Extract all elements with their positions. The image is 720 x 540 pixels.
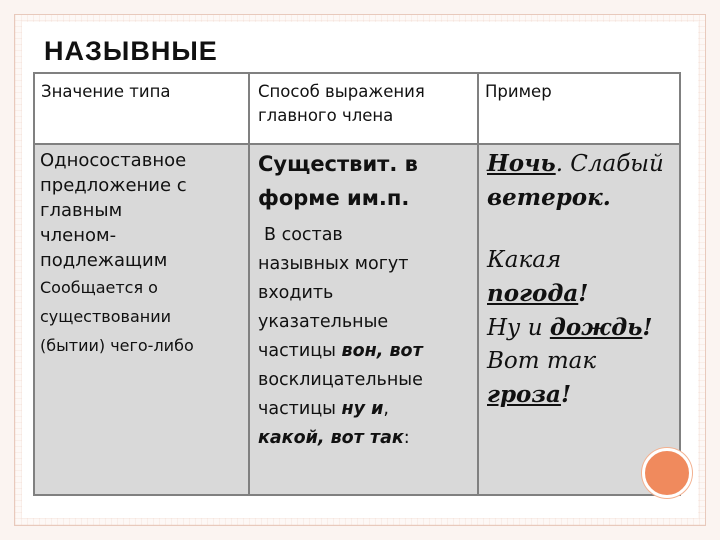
expression-line: восклицательные xyxy=(258,370,423,390)
example-punct: ! xyxy=(560,381,572,408)
example-text: Ну и xyxy=(487,315,550,341)
expression-line xyxy=(258,424,477,453)
meaning-cell xyxy=(34,144,249,495)
expression-line: указательные xyxy=(258,312,389,332)
example-spacer xyxy=(487,214,679,244)
header-cell-expression xyxy=(249,73,478,144)
expression-line: В состав xyxy=(264,225,343,245)
header-cell-meaning xyxy=(34,73,249,144)
decorative-circle xyxy=(642,448,692,498)
expression-punct: : xyxy=(403,428,410,448)
example-line: ветерок. xyxy=(487,184,611,211)
example-line xyxy=(487,277,679,311)
meaning-line: Сообщается о xyxy=(40,278,158,297)
meaning-line: подлежащим xyxy=(40,250,168,271)
expression-cell xyxy=(249,144,478,495)
particles-von-vot: вон, вот xyxy=(341,341,423,361)
example-cell xyxy=(478,144,680,495)
example-punct: ! xyxy=(642,314,653,341)
expression-line xyxy=(258,337,477,366)
meaning-line: предложение с xyxy=(40,175,187,196)
example-line xyxy=(487,378,679,412)
example-subject: дождь xyxy=(549,314,643,341)
expression-text: частицы xyxy=(258,341,342,361)
header-meaning: Значение типа xyxy=(41,82,171,101)
header-expression-line1: Способ выражения xyxy=(258,82,425,101)
example-line xyxy=(487,147,679,181)
meaning-line: членом- xyxy=(40,225,117,246)
header-example: Пример xyxy=(485,82,552,101)
example-line xyxy=(487,311,679,345)
example-subject: гроза xyxy=(487,381,561,408)
meaning-line: Односоставное xyxy=(40,150,187,171)
particles-kakoy-vot-tak: какой, вот так xyxy=(258,428,404,448)
expression-line: назывных могут xyxy=(258,254,409,274)
expression-line xyxy=(258,395,477,424)
example-text: . Слабый xyxy=(555,151,664,177)
example-subject: Ночь xyxy=(487,150,556,177)
expression-bold-line: форме им.п. xyxy=(258,186,410,210)
example-punct: ! xyxy=(578,280,589,307)
expression-bold-line: Существит. в xyxy=(258,152,418,176)
particles-nu-i: ну и xyxy=(341,399,384,419)
header-expression-line2: главного члена xyxy=(258,106,394,125)
slide-title: НАЗЫВНЫЕ xyxy=(44,36,218,66)
header-cell-example xyxy=(478,73,680,144)
syntax-table xyxy=(33,72,681,496)
expression-punct: , xyxy=(383,399,389,419)
expression-line: входить xyxy=(258,283,334,303)
expression-text: частицы xyxy=(258,399,342,419)
meaning-line: главным xyxy=(40,200,123,221)
example-line: Вот так xyxy=(487,348,597,374)
example-line: Какая xyxy=(487,247,562,273)
example-subject: погода xyxy=(487,280,579,307)
meaning-line: существовании xyxy=(40,307,172,326)
meaning-line: (бытии) чего-либо xyxy=(40,336,194,355)
